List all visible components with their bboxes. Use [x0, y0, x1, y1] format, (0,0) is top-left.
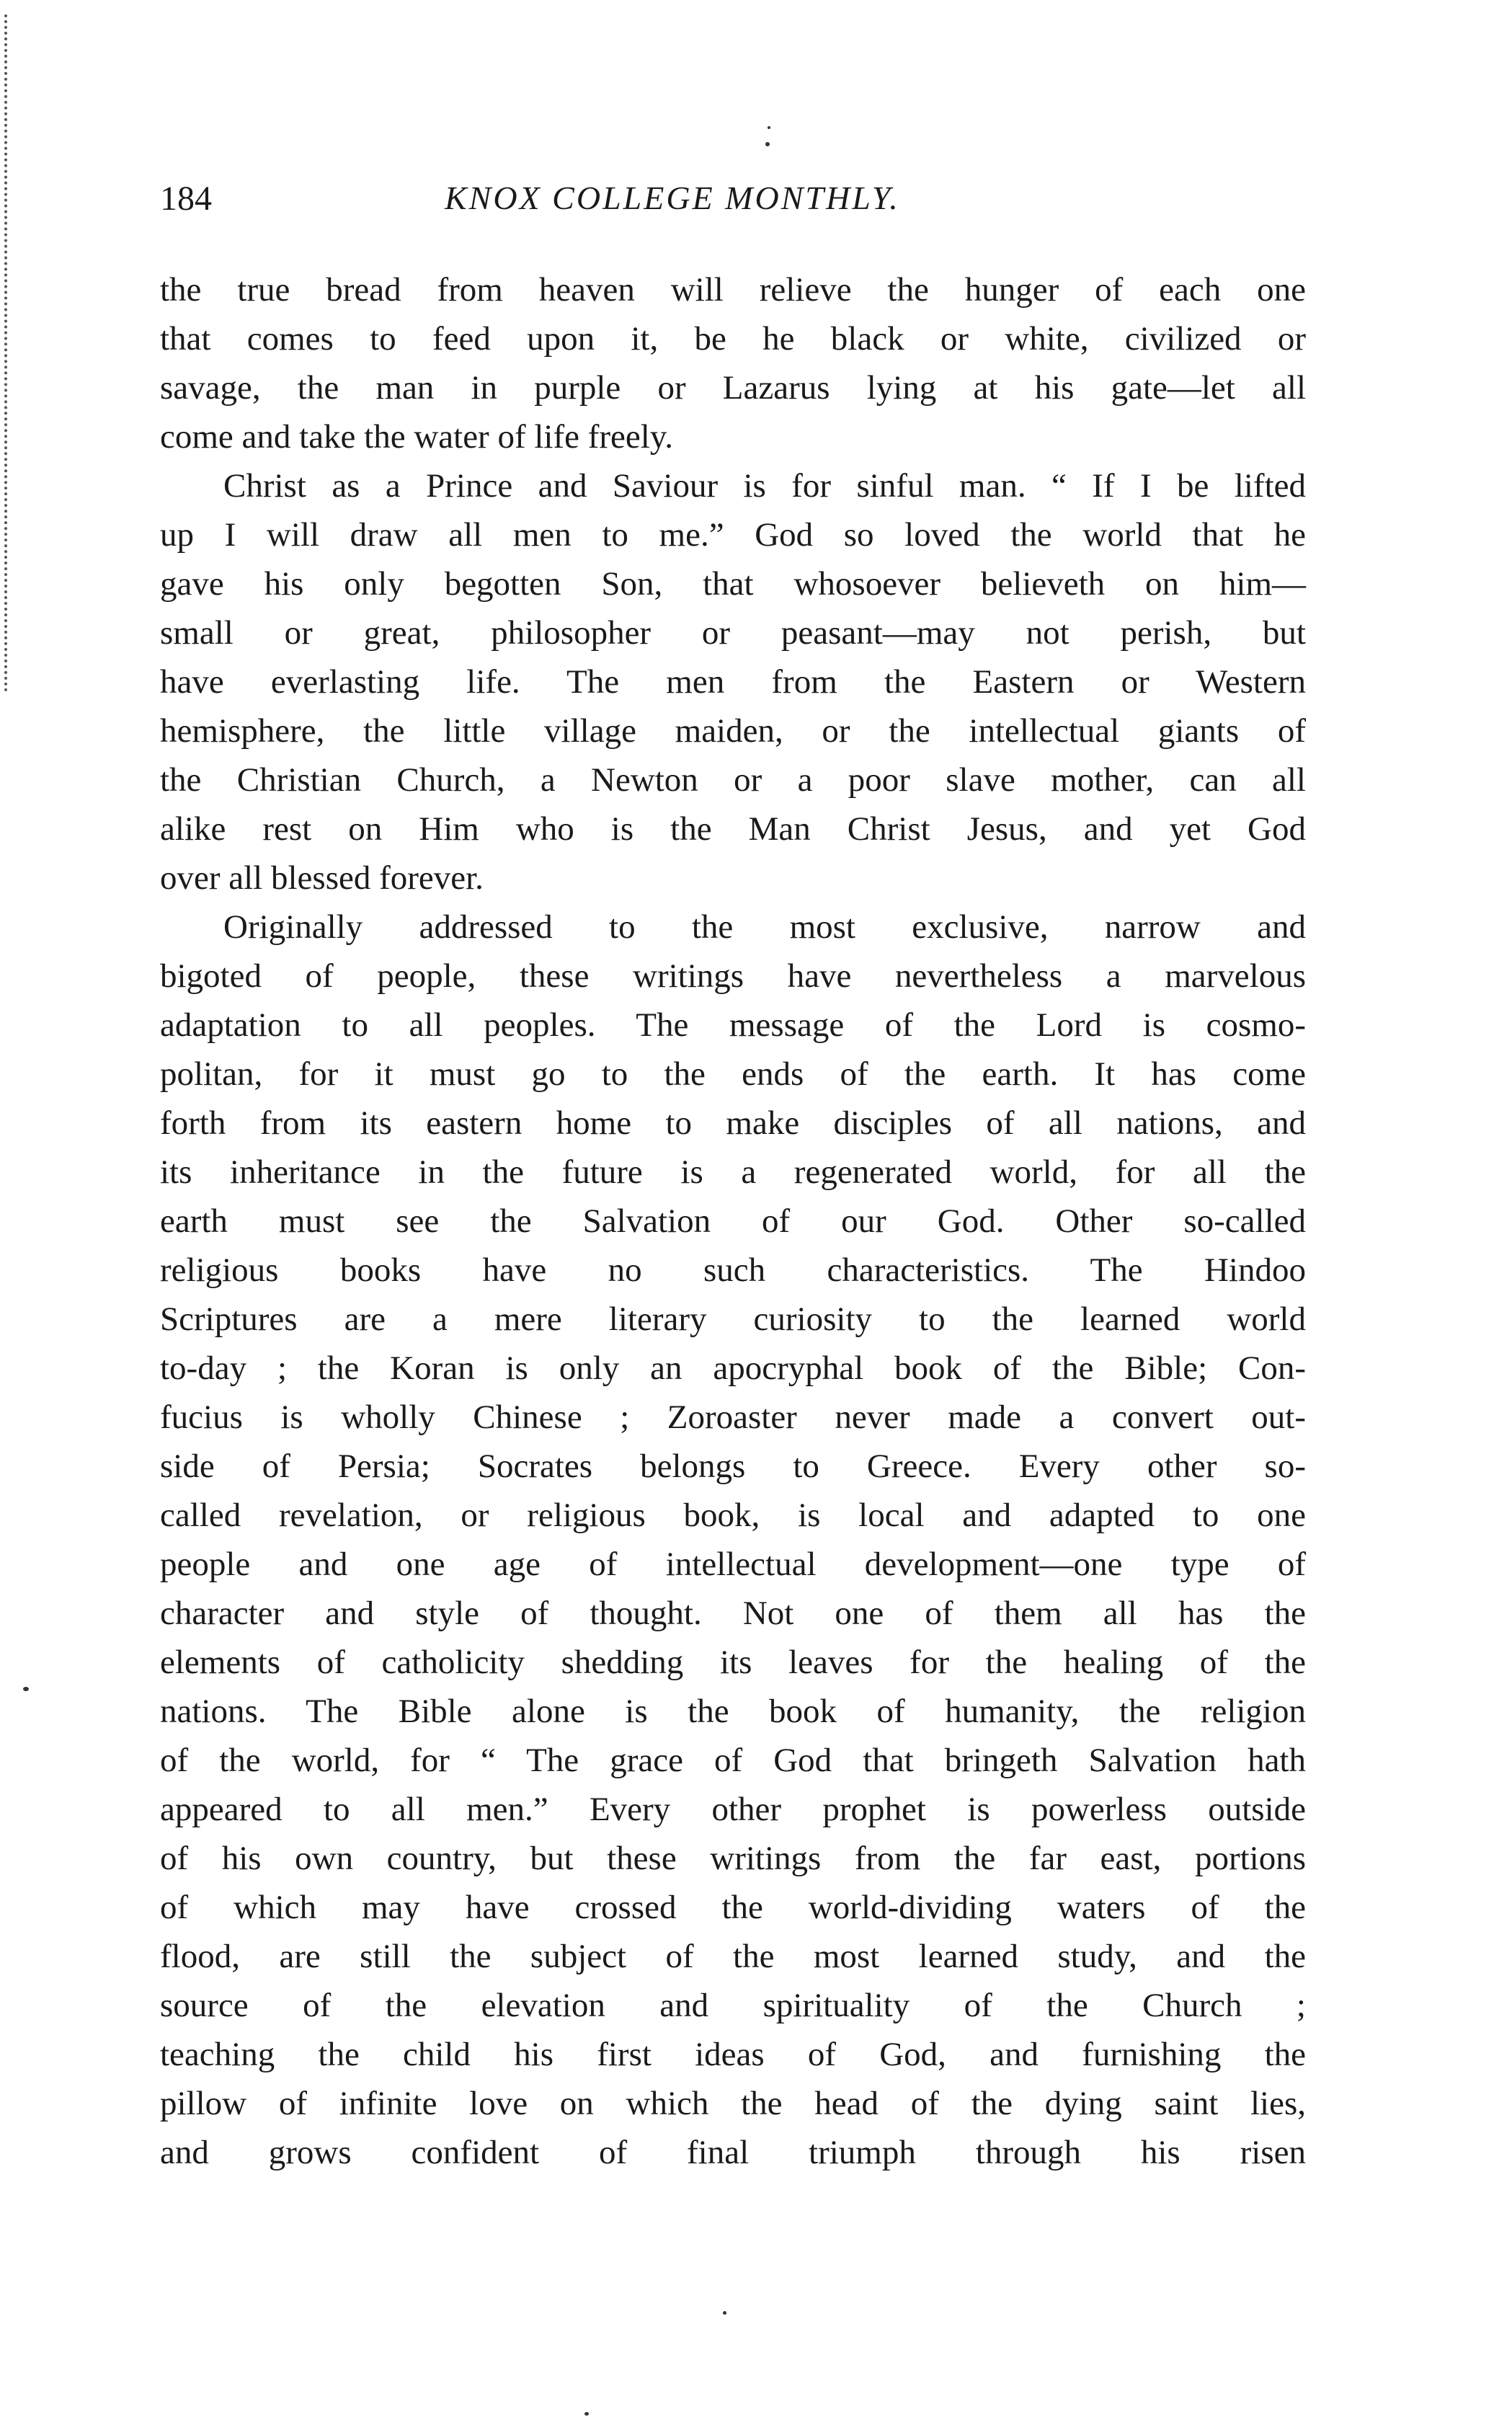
- text-line: fucius is wholly Chinese ; Zoroaster never made a convert out-: [160, 1398, 1306, 1436]
- text-line: up I will draw all men to me.” God so loved the world that he: [160, 516, 1306, 554]
- text-line: earth must see the Salvation of our God. Other so-called: [160, 1202, 1306, 1240]
- scan-speck: [584, 2412, 589, 2416]
- text-line: politan, for it must go to the ends of the earth. It has come: [160, 1055, 1306, 1093]
- text-line: Christ as a Prince and Saviour is for sinful man. “ If I be lifted: [223, 467, 1306, 505]
- text-line: have everlasting life. The men from the Eastern or Western: [160, 663, 1306, 701]
- text-line: of his own country, but these writings from the far east, portions: [160, 1840, 1306, 1877]
- text-line: its inheritance in the future is a regenerated world, for all the: [160, 1153, 1306, 1191]
- body-text: [160, 265, 1306, 2177]
- text-line: pillow of infinite love on which the head of the dying saint lies,: [160, 2085, 1306, 2122]
- text-line: adaptation to all peoples. The message of the Lord is cosmo-: [160, 1006, 1306, 1044]
- text-line: elements of catholicity shedding its leaves for the healing of the: [160, 1644, 1306, 1681]
- text-line: that comes to feed upon it, be he black or white, civilized or: [160, 320, 1306, 358]
- text-line: Scriptures are a mere literary curiosity to the learned world: [160, 1300, 1306, 1338]
- text-line: religious books have no such characteristics. The Hindoo: [160, 1251, 1306, 1289]
- running-title: KNOX COLLEGE MONTHLY.: [445, 179, 900, 216]
- text-line: over all blessed forever.: [160, 859, 484, 897]
- text-line: the true bread from heaven will relieve the hunger of each one: [160, 271, 1306, 309]
- text-line: the Christian Church, a Newton or a poor slave mother, can all: [160, 761, 1306, 799]
- text-line: and grows confident of final triumph through his risen: [160, 2134, 1306, 2171]
- text-line: forth from its eastern home to make disciples of all nations, and: [160, 1104, 1306, 1142]
- text-line: nations. The Bible alone is the book of humanity, the religion: [160, 1693, 1306, 1730]
- text-line: hemisphere, the little village maiden, or the intellectual giants of: [160, 712, 1306, 750]
- text-line: appeared to all men.” Every other prophet is powerless outside: [160, 1791, 1306, 1828]
- text-line: Originally addressed to the most exclusive, narrow and: [223, 908, 1306, 946]
- text-line: character and style of thought. Not one of them all has the: [160, 1595, 1306, 1632]
- page-header: [160, 179, 1306, 236]
- page-edge-dots: [4, 14, 10, 692]
- scan-speck: [723, 2311, 726, 2315]
- text-line: flood, are still the subject of the most learned study, and the: [160, 1938, 1306, 1975]
- text-line: source of the elevation and spirituality of the Church ;: [160, 1987, 1306, 2024]
- text-line: gave his only begotten Son, that whosoever believeth on him—: [160, 565, 1306, 603]
- text-line: teaching the child his first ideas of God, and furnishing the: [160, 2036, 1306, 2073]
- scan-speck: [768, 126, 770, 129]
- text-line: of the world, for “ The grace of God that bringeth Salvation hath: [160, 1742, 1306, 1779]
- text-line: alike rest on Him who is the Man Christ Jesus, and yet God: [160, 810, 1306, 848]
- text-line: to-day ; the Koran is only an apocryphal book of the Bible; Con-: [160, 1349, 1306, 1387]
- text-line: savage, the man in purple or Lazarus lying at his gate—let all: [160, 369, 1306, 407]
- page-number: 184: [160, 179, 212, 218]
- text-line: called revelation, or religious book, is local and adapted to one: [160, 1497, 1306, 1534]
- text-line: of which may have crossed the world-dividing waters of the: [160, 1889, 1306, 1926]
- text-line: come and take the water of life freely.: [160, 418, 674, 456]
- scan-speck: [765, 142, 770, 146]
- text-line: people and one age of intellectual development—one type of: [160, 1546, 1306, 1583]
- text-line: side of Persia; Socrates belongs to Greece. Every other so-: [160, 1448, 1306, 1485]
- text-line: bigoted of people, these writings have nevertheless a marvelous: [160, 957, 1306, 995]
- scan-speck: [23, 1687, 29, 1691]
- text-line: small or great, philosopher or peasant—may not perish, but: [160, 614, 1306, 652]
